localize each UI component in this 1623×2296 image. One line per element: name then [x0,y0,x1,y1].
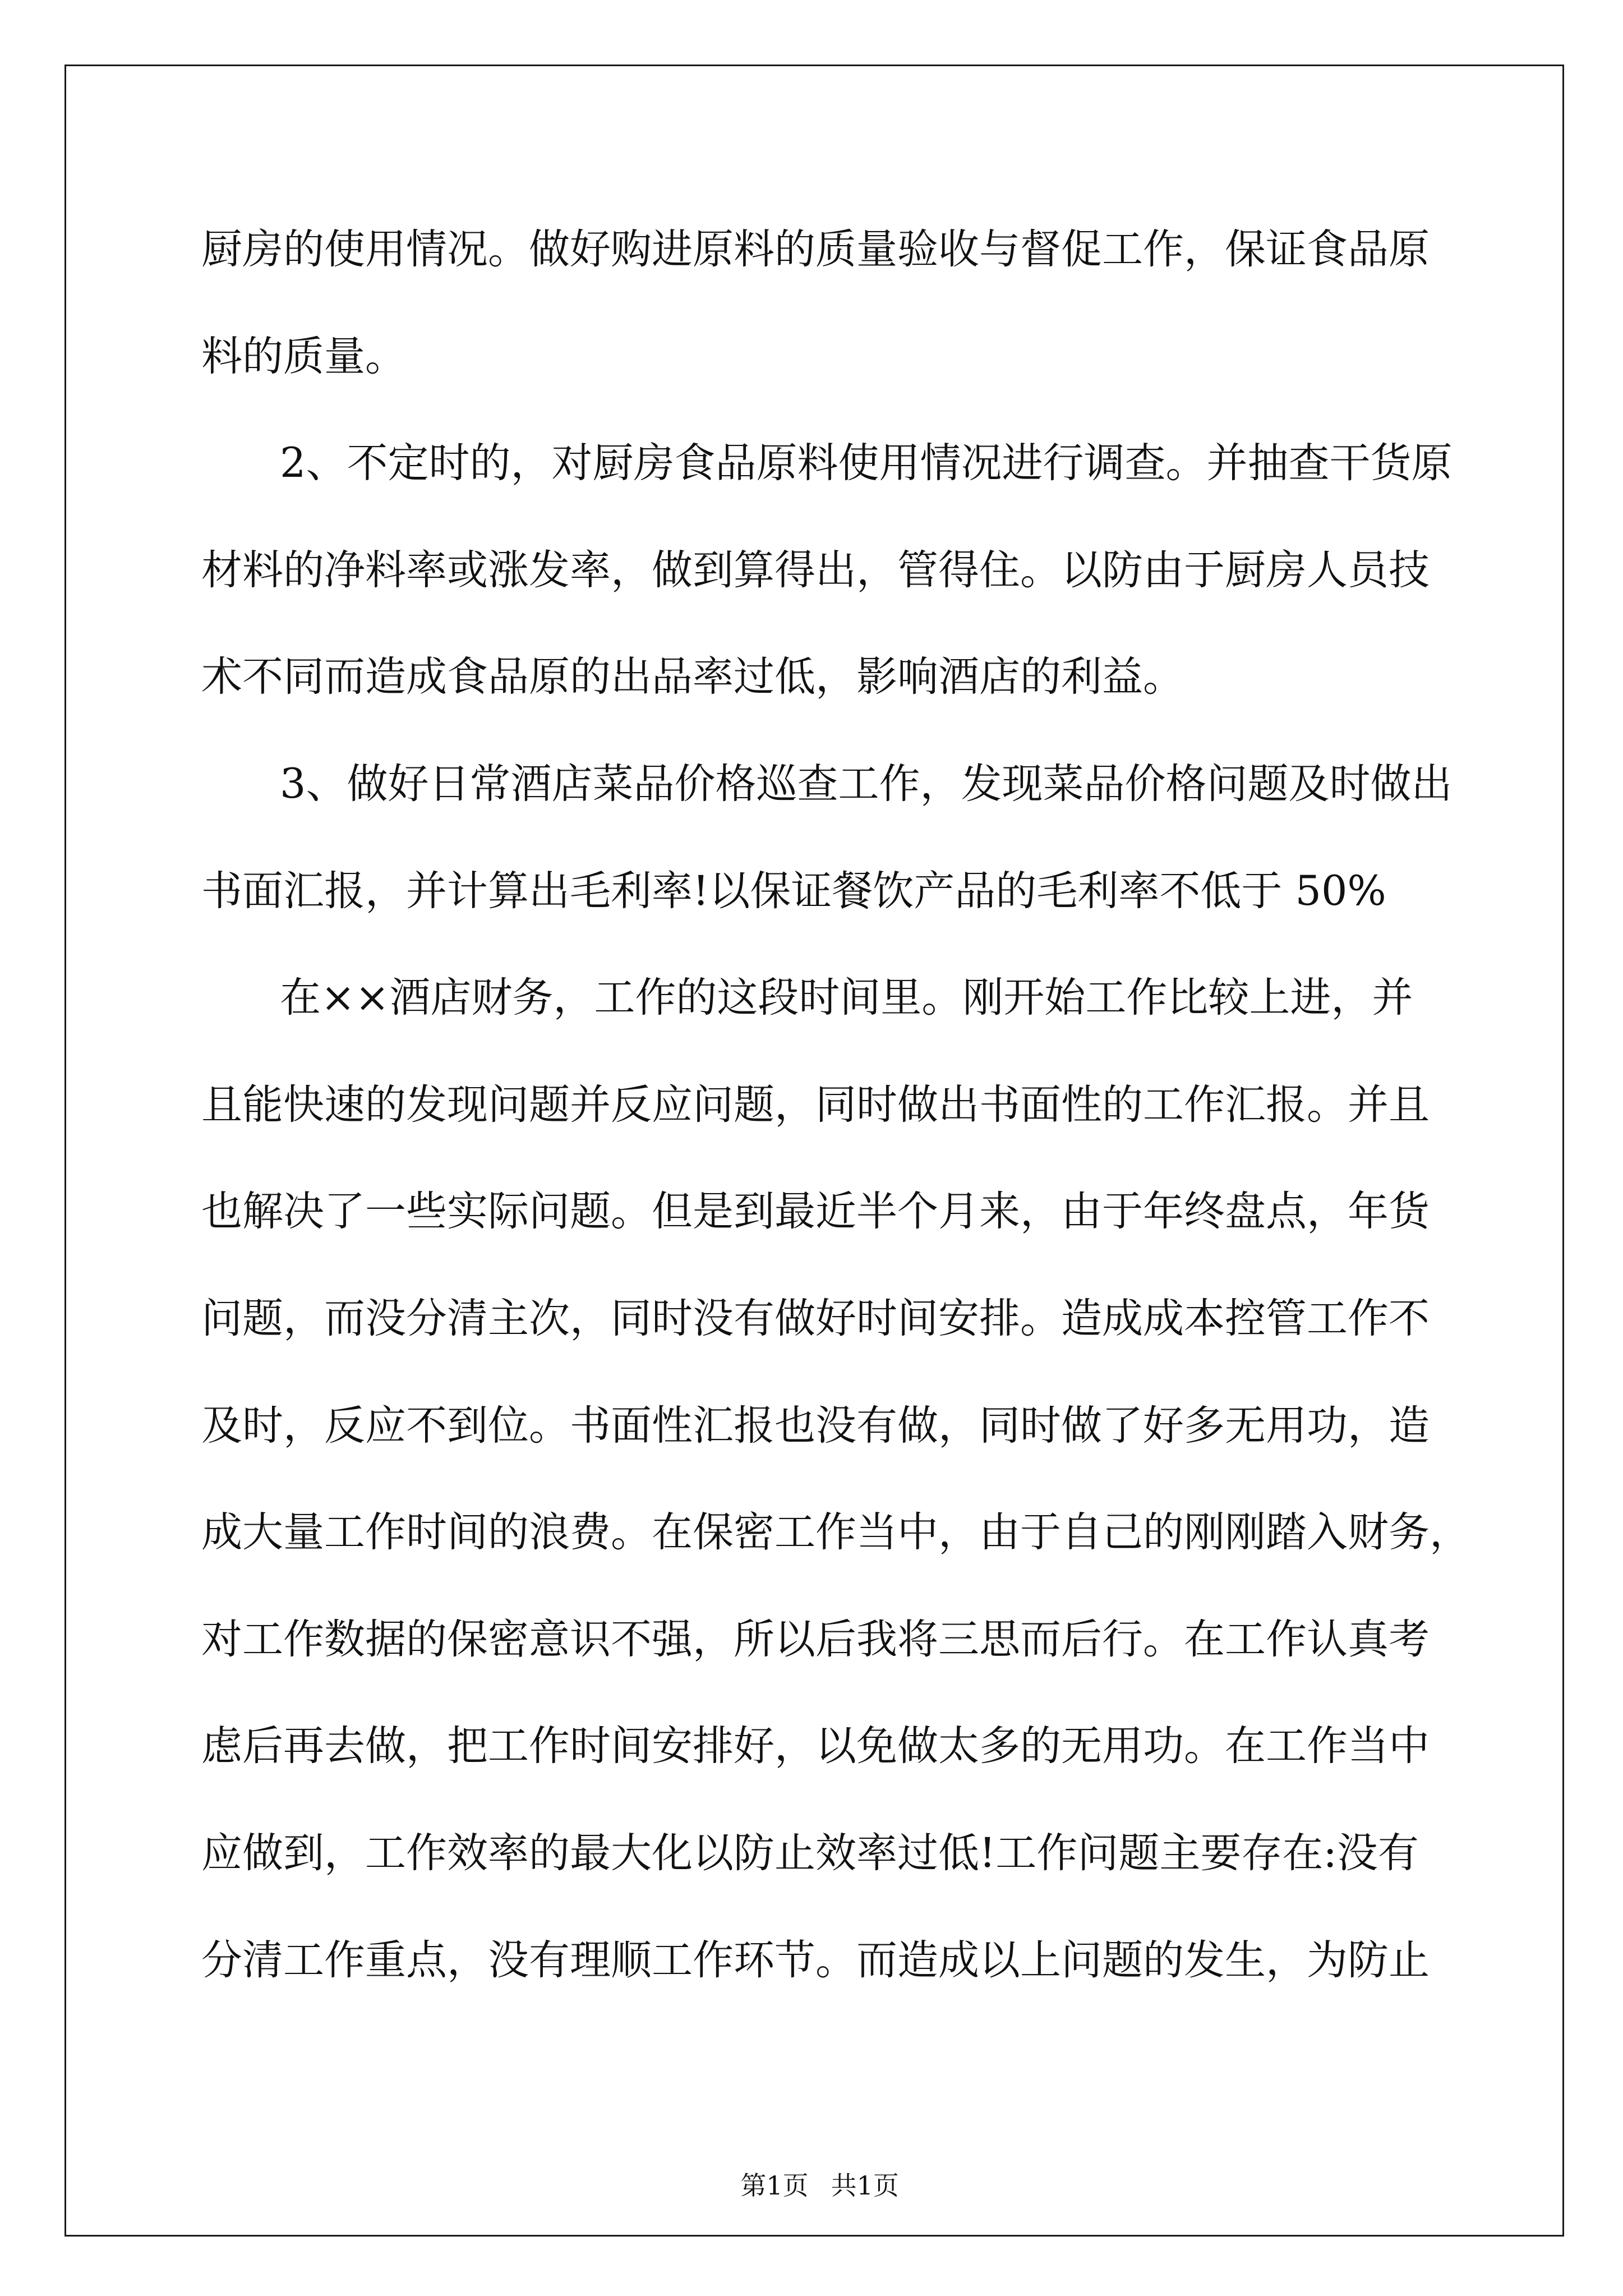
text-line: 3、做好日常酒店菜品价格巡查工作，发现菜品价格问题及时做出 [280,760,1453,808]
text-line: 且能快速的发现问题并反应问题，同时做出书面性的工作汇报。并且 [201,1080,1430,1129]
paragraph-3 [201,731,1536,945]
page-number: 第1页 [740,2170,809,2201]
text-line: 书面汇报，并计算出毛利率!以保证餐饮产品的毛利率不低于 50% [201,867,1386,915]
text-line: 对工作数据的保密意识不强，所以后我将三思而后行。在工作认真考 [201,1615,1430,1663]
paragraph-4 [201,945,1536,2014]
text-line: 材料的净料率或涨发率，做到算得出，管得住。以防由于厨房人员技 [201,546,1430,594]
text-line: 料的质量。 [201,332,406,380]
text-line: 问题，而没分清主次，同时没有做好时间安排。造成成本控管工作不 [201,1294,1430,1342]
text-line: 成大量工作时间的浪费。在保密工作当中，由于自己的刚刚踏入财务， [201,1508,1470,1557]
document-body [201,196,1536,2014]
text-line: 2、不定时的，对厨房食品原料使用情况进行调查。并抽查干货原 [280,439,1453,487]
text-line: 厨房的使用情况。做好购进原料的质量验收与督促工作，保证食品原 [201,226,1430,273]
page-total: 共1页 [831,2170,899,2201]
paragraph-1 [201,196,1536,410]
text-line: 术不同而造成食品原的出品率过低，影响酒店的利益。 [201,653,1184,701]
text-line: 虑后再去做，把工作时间安排好，以免做太多的无用功。在工作当中 [201,1722,1430,1770]
page-footer [0,2135,1623,2202]
text-line: 也解决了一些实际问题。但是到最近半个月来，由于年终盘点，年货 [201,1188,1430,1236]
paragraph-2 [201,410,1536,731]
text-line: 分清工作重点，没有理顺工作环节。而造成以上问题的发生，为防止 [201,1936,1430,1984]
text-line: 应做到，工作效率的最大化以防止效率过低!工作问题主要存在:没有 [201,1829,1419,1877]
text-line: 及时，反应不到位。书面性汇报也没有做，同时做了好多无用功，造 [201,1401,1430,1450]
text-line: 在××酒店财务，工作的这段时间里。刚开始工作比较上进，并 [280,974,1413,1022]
